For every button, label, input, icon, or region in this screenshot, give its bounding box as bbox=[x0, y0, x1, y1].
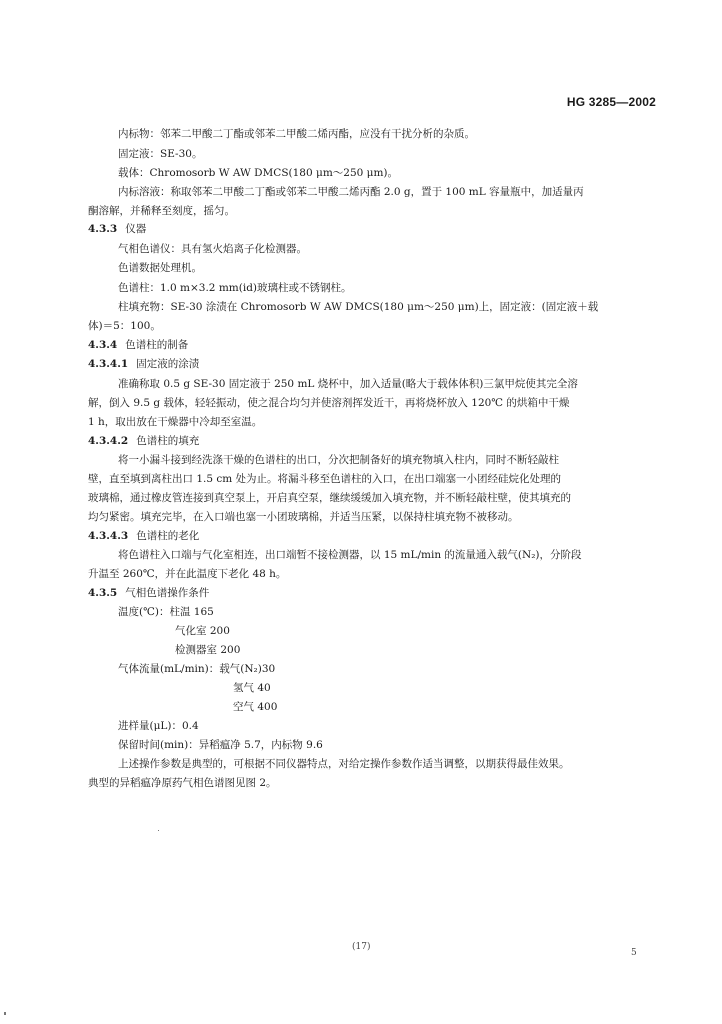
aging-paragraph: 将色谱柱入口端与气化室相连，出口端暂不接检测器，以 15 mL/min 的流量通入载气(N₂)，分阶段 bbox=[118, 549, 582, 561]
section-title: 仪器 bbox=[125, 223, 147, 235]
coating-paragraph-cont-2: 1 h，取出放在干燥器中冷却至室温。 bbox=[88, 416, 263, 428]
section-4-3-4-1-heading bbox=[88, 357, 722, 371]
injection-volume: 进样量(μL)：0.4 bbox=[118, 720, 199, 732]
footer-center-number: (17) bbox=[352, 942, 371, 952]
section-4-3-4-heading bbox=[88, 338, 722, 352]
packing-paragraph: 将一小漏斗接到经洗涤干燥的色谱柱的出口，分次把制备好的填充物填入柱内，同时不断轻敲柱 bbox=[118, 454, 559, 466]
gas-flow-air: 空气 400 bbox=[233, 701, 278, 713]
scan-speck bbox=[4, 1012, 6, 1015]
section-4-3-3-heading bbox=[88, 222, 722, 236]
coating-paragraph: 准确称取 0.5 g SE-30 固定液于 250 mL 烧杯中，加入适量(略大于载体体积)三氯甲烷使其完全溶 bbox=[118, 378, 578, 390]
column-text: 色谱柱：1.0 m×3.2 mm(id)玻璃柱或不锈钢柱。 bbox=[118, 282, 352, 294]
chromatogram-reference: 典型的异稻瘟净原药气相色谱图见图 2。 bbox=[88, 777, 277, 789]
stationary-liquid-text: 固定液：SE-30。 bbox=[118, 148, 203, 160]
section-title: 固定液的涂渍 bbox=[136, 358, 200, 370]
section-title: 色谱柱的填充 bbox=[136, 435, 200, 447]
scan-speck bbox=[158, 830, 159, 831]
internal-standard-text: 内标物：邻苯二甲酸二丁酯或邻苯二甲酸二烯丙酯，应没有干扰分析的杂质。 bbox=[118, 128, 475, 140]
internal-standard-solution-text: 内标溶液：称取邻苯二甲酸二丁酯或邻苯二甲酸二烯丙酯 2.0 g，置于 100 mL 容量瓶中，加适量丙 bbox=[118, 186, 584, 198]
gc-instrument-text: 气相色谱仪：具有氢火焰离子化检测器。 bbox=[118, 243, 307, 255]
section-number: 4.3.4.2 bbox=[88, 435, 129, 447]
temperature-column: 温度(℃)：柱温 165 bbox=[118, 606, 214, 618]
data-processor-text: 色谱数据处理机。 bbox=[118, 262, 202, 274]
section-number: 4.3.5 bbox=[88, 587, 118, 599]
retention-time: 保留时间(min)：异稻瘟净 5.7，内标物 9.6 bbox=[118, 739, 323, 751]
packing-paragraph-cont-2: 玻璃棉，通过橡皮管连接到真空泵上，开启真空泵，继续缓缓加入填充物，并不断轻敲柱壁，使其填充的 bbox=[88, 492, 571, 504]
support-text: 载体：Chromosorb W AW DMCS(180 μm～250 μm)。 bbox=[118, 167, 399, 179]
section-4-3-4-3-heading bbox=[88, 529, 722, 543]
temperature-vaporizer: 气化室 200 bbox=[175, 625, 230, 637]
internal-standard-solution-text-cont: 酮溶解，并稀释至刻度，摇匀。 bbox=[88, 205, 235, 217]
page-number: 5 bbox=[631, 948, 637, 958]
section-title: 气相色谱操作条件 bbox=[125, 587, 210, 599]
section-title: 色谱柱的制备 bbox=[125, 339, 189, 351]
column-packing-text: 柱填充物：SE-30 涂渍在 Chromosorb W AW DMCS(180 μm～250 μm)上，固定液：(固定液＋载 bbox=[118, 301, 599, 313]
coating-paragraph-cont-1: 解，倒入 9.5 g 载体，轻轻振动，使之混合均匀并使溶剂挥发近干，再将烧杯放入 120℃ 的烘箱中干燥 bbox=[88, 397, 570, 409]
section-4-3-5-heading bbox=[88, 586, 722, 600]
section-number: 4.3.4 bbox=[88, 339, 118, 351]
packing-paragraph-cont-3: 均匀紧密。填充完毕，在入口端也塞一小团玻璃棉，并适当压紧，以保持柱填充物不被移动。 bbox=[88, 511, 519, 523]
gas-flow-carrier: 气体流量(mL/min)：载气(N₂)30 bbox=[118, 663, 276, 675]
section-number: 4.3.3 bbox=[88, 223, 118, 235]
section-title: 色谱柱的老化 bbox=[136, 530, 200, 542]
temperature-detector: 检测器室 200 bbox=[175, 644, 241, 656]
standard-number: HG 3285—2002 bbox=[566, 95, 656, 109]
operating-note: 上述操作参数是典型的，可根据不同仪器特点，对给定操作参数作适当调整，以期获得最佳效果。 bbox=[118, 758, 570, 770]
section-number: 4.3.4.3 bbox=[88, 530, 129, 542]
packing-paragraph-cont-1: 壁，直至填到离柱出口 1.5 cm 处为止。将漏斗移至色谱柱的入口，在出口端塞一小团经硅烷化处理的 bbox=[88, 473, 562, 485]
column-packing-text-cont: 体)＝5：100。 bbox=[88, 320, 161, 332]
section-4-3-4-2-heading bbox=[88, 434, 722, 448]
gas-flow-hydrogen: 氢气 40 bbox=[233, 682, 271, 694]
aging-paragraph-cont: 升温至 260℃，并在此温度下老化 48 h。 bbox=[88, 568, 287, 580]
section-number: 4.3.4.1 bbox=[88, 358, 129, 370]
